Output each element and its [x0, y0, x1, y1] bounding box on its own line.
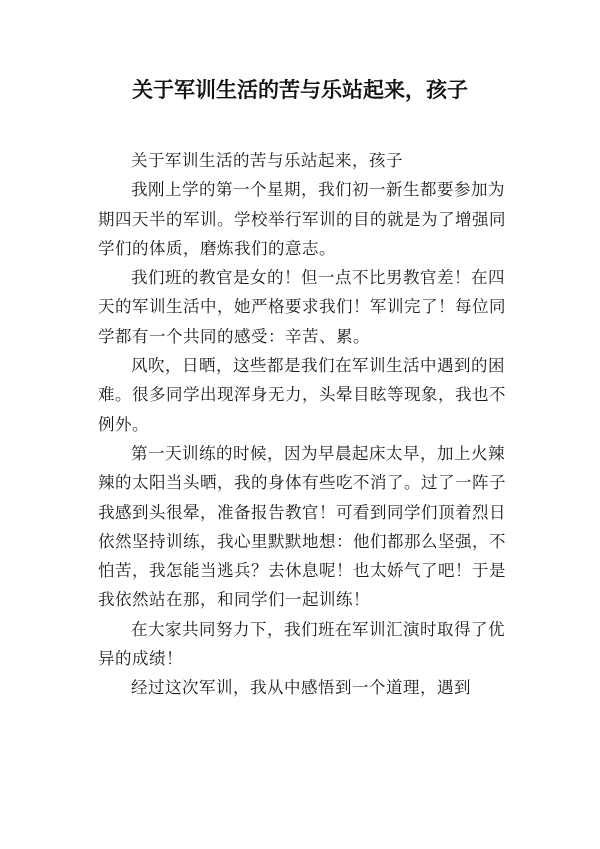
paragraph-5: 第一天训练的时候，因为早晨起床太早，加上火辣辣的太阳当头晒，我的身体有些吃不消了。过了一阵子我感到头很晕，准备报告教官！可看到同学们顶着烈日依然坚持训练，我心里默默地想：他们都那么坚强，不怕苦，我怎能当逃兵？去休息呢！也太娇气了吧！于是我依然站在那，和同学们一起训练！	[98, 443, 506, 610]
document-body	[98, 146, 518, 703]
page-title: 关于军训生活的苦与乐站起来，孩子	[132, 78, 468, 102]
paragraph-4: 风吹，日晒，这些都是我们在军训生活中遇到的困难。很多同学出现浑身无力，头晕目眩等现象，我也不例外。	[98, 356, 506, 434]
paragraph-6: 在大家共同努力下，我们班在军训汇演时取得了优异的成绩！	[98, 619, 505, 669]
paragraph-7: 经过这次军训，我从中感悟到一个道理，遇到	[131, 678, 471, 698]
paragraph-2: 我刚上学的第一个星期，我们初一新生都要参加为期四天半的军训。学校举行军训的目的就是为了增强同学们的体质，磨炼我们的意志。	[98, 180, 506, 258]
paragraph-3: 我们班的教官是女的！但一点不比男教官差！在四天的军训生活中，她严格要求我们！军训完了！每位同学都有一个共同的感受：辛苦、累。	[98, 268, 506, 346]
paragraph-1: 关于军训生活的苦与乐站起来，孩子	[131, 151, 403, 170]
